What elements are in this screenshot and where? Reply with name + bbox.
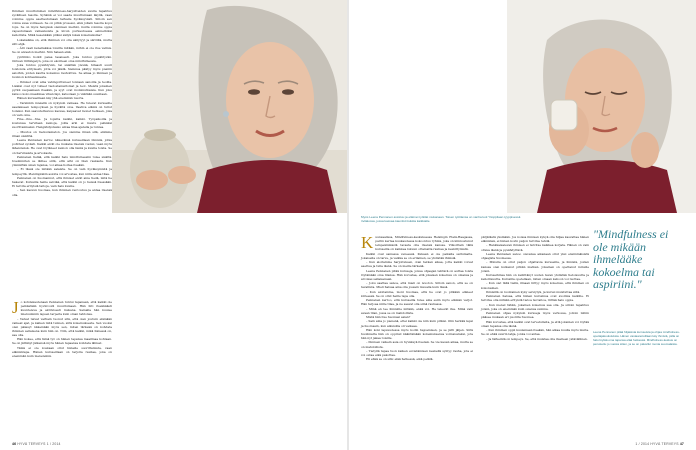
paragraph: yyntiliiko hoikit paiaa tasaisesti. Joka tuntuu pysähtyvän. Ontuan riiltängelyn, joka on ekoilleen oma mindfulnessia. xyxy=(12,54,112,63)
paragraph: – Joku saattaa sanoa, että mieli on levoton. Silloin sanon, että se on tavallista. Mieli haluaa aina olla jossain muualla kuin tässä. xyxy=(361,281,473,290)
left-magazine-name: HYVÄ TERVEYS xyxy=(17,442,46,446)
paragraph: – Ihmiset ovat aina vahingoittuneet toisiaan sanoilla ja teoilla. Lisäksi ovat nyt tulleet tiedostamattomat ja teot. Meistä jokainen pyrkii suojaamaan itseään, ja syyt ovat monimutkaisia. Kun joku katsoo koko maailmaa vihan läpi, katsotaan jo väärään suuntaan. xyxy=(12,79,112,96)
paragraph: – Sain aina jo pienenä, ettei kaikki ole niin kuin pitäisi. Olin herkkä lapsi ja huomasin, kun aikuisilla oli vaikeaa. xyxy=(361,319,473,328)
left-page-number: 46 xyxy=(12,442,17,446)
paragraph: Hänen kursseillaan käy yhä enemmän nuoria. xyxy=(17,96,85,101)
paragraph: – Minulla on ollut paljon ohjattavia kursseilla, ja ihmisiä, joiden kanssa olen kulkenut pitkän matkan. Jokainen on opettanut minulle jotain. xyxy=(481,260,589,273)
paragraph: Pennanen haluaa, että hänen kurssinsa ovat avoimia kaikille. Ei tarvitse olla mitään erityistä tietoa tai taitoa, riittää halu oppia. xyxy=(481,294,589,303)
paragraph: Hän korostaa, että kaikki ovat tervetulleita, ja että jokainen voi löytää oman tapansa olla läsnä. xyxy=(481,319,589,328)
paragraph: Tämä ei ole koskaan ollut hänelle suorittamista, vaan elämäntapa. Hänen kursseillaan on tarjolla rauhaa, joka on enemmän kuin menetelmä. xyxy=(12,345,112,358)
paragraph: Leena Pennanen sanoo olevansa aikanaan ollut yksi ensimmäisistä ohjaajista Suomessa. xyxy=(481,251,589,261)
paragraph: Hän kokee, että tämä työ on hänen tapansa maailmaa kohtaan. Se on jättänyt jälkensä myös hänen tapaansa kohdata lähiset. xyxy=(12,337,112,346)
drop-cap: J xyxy=(12,298,19,317)
woman-portrait-illustration xyxy=(507,0,696,213)
paragraph: uunsaalissa, Mindfulness-keskuksessa Helsingin Etelä-Haagassa, pariin kertaa kuukaudessa kokoontuu ryhmä, joka on kiinnostunut lempeämmästä tavasta olla itsensä kanssa. Viikoittain tällä kursseilla on kaikkea lukuun ottamatta rauhaa ja keskittymistä. xyxy=(375,235,473,252)
photo-woman-ceramic xyxy=(112,0,347,213)
left-footer xyxy=(12,442,61,446)
paragraph: Leena Pennanen kertoo näkevänsä kursseillaan ihmisiä, jotka pohtivat syvästi. Kaikki eivät ole mukana itsensä vuoksi, vaan myös läheistensä. He ovat löytäneet keinon olla läsnä ja kuulla toista. Se on harvinaista ja arvokasta. xyxy=(12,138,112,155)
paragraph: – Vaivat taivat varhain tuonut sitä, että olen joutuin elämään vaikeat ajat, ja kaiken mitä tunnen, siitä kokemuksesta. Sen vuoksi olen päässyt näkemään myös sen, miten tärkeää on kohdata ihminen sellaisena kuin hän on. Niin, että kaikki, mikä hänessä on, saa olla. xyxy=(12,316,112,337)
paragraph: Leena Pennanen pitää kursseja, joissa ohjaajan tehtävä on auttaa toista löytämään oma tilansa. Hän korostaa, että jokaisen kokemus on omansa ja arvokas sellaisenaan. xyxy=(361,268,473,281)
paragraph: – Sen kasvun huomaa, kun ihminen rentoutuu ja antaa itsensä olla. xyxy=(12,188,112,197)
left-issue: 1 / 2014 xyxy=(46,442,61,446)
paragraph: – Kun aloitamme harjoituksen, otan hetken aikaa, jotta kaikki voivat asettua ja tulla läsnä. Se on meille tärkeää. xyxy=(361,260,473,269)
paragraph: Ihminen muuttuminen mindfulness-harjoitteiden avulla tapahtuu syvällisen tasolla. Syöämä ei voi saada muuttumaan äkyllä, vaan voimme oppia asettautumaan tarkaile hyväksyvästi. Silloin sen voima avaa voiliseen. Se on pitkä prosessi, eikä jollain tasolla kopu lopu. Se on myös hengissä olemisen merkki, mutta voimme oppia vapautumaan vaikeuksista ja kivun purkautuessa esimerkiksi kehollista. Mikä kesenkään pitäisi säilyä lukeä kokemuksina? xyxy=(12,9,112,38)
right-issue: 1 / 2014 xyxy=(635,442,650,446)
paragraph: – Kun menet tähän, jokainen kokemus saa olla. Ja silloin tapahtuu jotain, joka on enemmän kuin osiensa summa. xyxy=(481,302,589,311)
left-column-1b xyxy=(12,300,112,358)
paragraph: pärjätästä yksinään. Jos noissa ihmisen kykyä olla hiljaa kasvattaa hänen elämänsä, ei hänen kovin paljon tarvitse tehdä. xyxy=(481,235,589,244)
paragraph: – Hankkaisalevan ihmisen ei tarvitse kaikkea korjata. Hänen on vain oltava läsnä ja pysähdyttävä. xyxy=(481,243,589,252)
right-page xyxy=(349,0,696,450)
paragraph: Pennanen on huomannut, että ihmiset eivät aina tiedä, mitä he hakevat. Kurssilla heille selviää, että kaikki on jo heissä itsessään. Ei tarvita erityisiä taitoja, vain halu kuulla. xyxy=(12,175,112,189)
paragraph: – Minä en tee ihmisille mitään, enkä voi. He tekevät itse. Minä vain avaan tilan, jossa se on mahdollista. xyxy=(361,306,473,315)
pull-quote-right: "Mindfulness ei ole mikään ihmelääke kokoelma tai aspiriini." xyxy=(593,227,669,291)
paragraph: – Muutos on tiedostamaton. Jos olemme ilman sitä, elämme ilman sisältöä. xyxy=(12,129,112,138)
paragraph: – Ja tärkeintä on lempeys. Se, että muistaa olla itselleen ystävällinen. xyxy=(486,336,588,341)
paragraph: – Kun olet tällä tiellä, ilmaan liittyy myös kokemus, että ihminen on kokonainen. xyxy=(481,281,589,290)
left-page xyxy=(0,0,347,450)
paragraph: – Kun ihminen oppii kuulemaan itseään, hän alkaa kuulla myös muita. Se on ehkä suurin lahja, jonka voi antaa. xyxy=(481,328,589,337)
paragraph: Hän koki lapsuudessa myös kodin hajoamisen, ja se jätti jäljen. Siitä huolimatta hän on oppinut kääntämään kokemuksensa voimavaraksi, jota hän nyt jakaa toisille. xyxy=(361,327,473,341)
paragraph: – Ei tässä ole mitään salaista. Se on vain hyväksymistä ja lempeyttä. Pienimpiäkin asioita voi arvostaa, kun niille antaa tilaa. xyxy=(12,167,112,176)
paragraph: – Kun aloitamme, moni huomaa, että he ovat jo pitkään eläneet kiireessä. Se on ollut heille tapa olla. xyxy=(361,289,473,298)
side-caption: Leena Pennanen pitää hiljaisista kursseista ja ohjaa mindfulness-opettajakoulutuksia. Hänen vastaanotoillaan käy ihmisiä, joilla on halu löytää oma tapansa elää hetkessä. Mindfulness-keskus on perustettu jo vuosia sitten, ja se on palvellut monia suomalaisia. xyxy=(593,330,680,347)
right-footer xyxy=(635,442,684,446)
paragraph: Ihmisillä on luontainen kyky selviytyä, ja kurssi muistuttaa siitä. xyxy=(486,289,581,294)
paragraph: Pennanen kertoo, että kursseilla tulee aina esiin myös elämän varjot. Hän tarjoaa niille tilaa, ja ne saavat olla siinä rauhassa. xyxy=(361,298,473,307)
paragraph: – Äiti vaali kenellakäsa toisilta mitään, mihin ei ole itse valmis. Se on aivaaton merkki. Niin halaan elää. xyxy=(12,46,112,55)
right-page-number: 47 xyxy=(679,442,684,446)
paragraph: Lokakaikka on, että ihminen voi olla säilytyyt ja säröillä, mutta silti ehjä. xyxy=(12,37,112,46)
right-column-1 xyxy=(361,235,473,361)
paragraph: Pennanen ohjaa nykyisin kursseja myös verkossa, jolloin niihin pääsee mukaan eri puolilta Suomea. xyxy=(481,311,589,320)
paragraph: – Tietyllä tapaa tuon kaiken ei-tietämisen keskellä syntyy rauha, jota ei voi ostaa eikä pakottaa. xyxy=(361,348,473,357)
photo-caption: Myös Leena Pennanen avioituu ja eläimet työtilat mukanaan. Toisen työtilansa on vanha koti Ylioppilaan tyyppisessä rivitalossa, jossa kasvaa kauniisti kukkia kaikkialle. xyxy=(361,215,521,224)
paragraph: Mistä hän itse huomasi asian? xyxy=(366,315,411,320)
paragraph: o kohdekautenaan Pennanen tuntui tapanaan, että kaikki ole pelkästään hyvinvoidi muuttumaan. Hän hiti itsekkäästi kuunteleva ja aktiivisesti mukana. Samalla hän kuulee mieluummin lapsen tarpeita kuin oman tahtonsa. xyxy=(20,300,112,317)
right-column-2 xyxy=(481,235,589,341)
paragraph: Joka tuntuu pysähtyvän, tai sisältää ylevää, hitaasti suuri toistoista erityisesti, jotta voi jäädä. Sielunsa päätyy myös pieniin asioihin, joiden kautta kokemus rauhoittuu. Se alkaa jo ihmisen ja luonnon kohtaamisesta. xyxy=(12,63,112,80)
paragraph: Fine…fine…fine. Ja lopulta kaikki, kaikki. Työpaikoilla ja kouluissa tarvitaan keinoja, joilla arki ei muutu pelkäksi suorittamiseksi. Hengähdystauko antaa tilaa ajatella ja tuntea. xyxy=(12,117,112,130)
paragraph: – Varsinkin mielellä on nykyisin vaikeaa. He tulevat kursseille saadakseen tempoyksen ja hyvältä oloa. Vaativa elämä on tullut todeksi. Kun saavutettavuus kasvaa, kaipaavat monet hetkeen, joka on vain oma. xyxy=(12,100,112,117)
drop-cap-k: K xyxy=(361,233,374,252)
paragraph: Eli ehkä se on sitä: elää hetkessä, eikä pelätä. xyxy=(366,357,434,362)
paragraph: Kaikki ovat samassa veneessä. Kukaan ei ole paikalla sattumalta. Jokaisella on tarve, ja vaikka se on erilainen, se yhdistää ihmisiä. xyxy=(361,251,473,260)
photo-woman-portrait xyxy=(507,0,696,213)
left-column-1 xyxy=(12,9,112,197)
woman-ceramic-illustration xyxy=(112,0,347,213)
paragraph: Pennanen tietää, että kaikki halu mindfulnessiin tulee sisältä. Useimmiten se lähtee siitä, että arki on liian raskasta. Kun ymmärtää oman rajansa, voi alkaa hoitaa itseään. xyxy=(12,154,112,168)
paragraph: – Ihmisen vaikein asia on hyväksyä itsensä. Se vie kauan aikaa, mutta se on mahdollista. xyxy=(361,340,473,349)
paragraph: Kursseihinsa hän on kehittänyt uuden tavan yhdistää tietoisuutta ja kehollisuutta. Kurssilla opetellaan, miten omaan kehoon voi luottaa. xyxy=(481,272,589,282)
right-magazine-name: HYVÄ TERVEYS xyxy=(650,442,679,446)
